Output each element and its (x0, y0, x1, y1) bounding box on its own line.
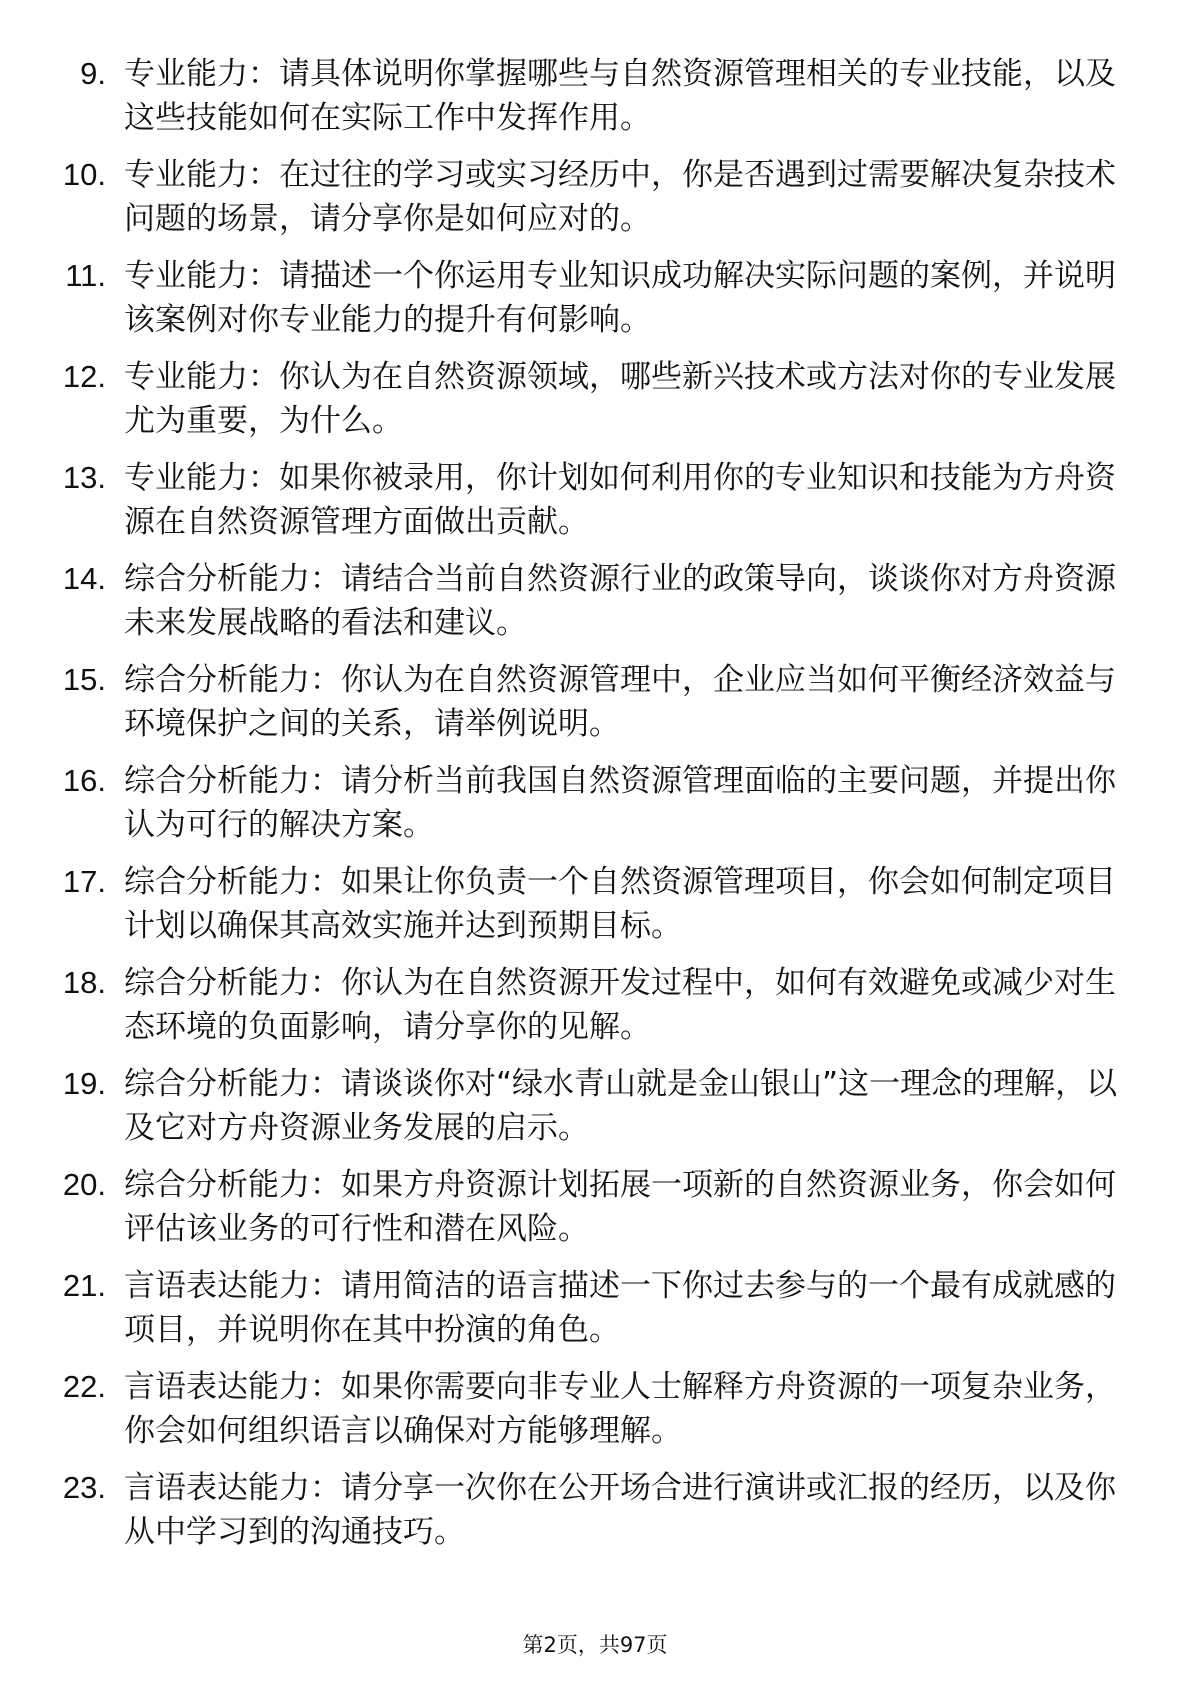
question-text: 综合分析能力：你认为在自然资源管理中，企业应当如何平衡经济效益与环境保护之间的关系，请举例说明。 (124, 662, 1116, 742)
question-item (54, 759, 1129, 860)
question-text: 专业能力：请具体说明你掌握哪些与自然资源管理相关的专业技能，以及这些技能如何在实际工作中发挥作用。 (124, 56, 1116, 136)
question-item (54, 1264, 1129, 1365)
question-number: 21. (62, 1268, 106, 1303)
question-number: 11. (65, 258, 106, 293)
question-number: 19. (62, 1066, 106, 1101)
question-number: 18. (62, 965, 106, 1000)
question-item (54, 658, 1129, 759)
question-item (54, 355, 1129, 456)
question-text: 言语表达能力：如果你需要向非专业人士解释方舟资源的一项复杂业务，你会如何组织语言以确保对方能够理解。 (124, 1369, 1116, 1449)
question-number: 15. (62, 662, 106, 697)
question-number: 22. (62, 1369, 106, 1404)
question-number: 23. (62, 1470, 106, 1505)
question-number: 10. (62, 157, 106, 192)
question-text: 综合分析能力：请结合当前自然资源行业的政策导向，谈谈你对方舟资源未来发展战略的看法和建议。 (124, 561, 1116, 641)
question-item (54, 1365, 1129, 1466)
page-number-label: 第2页，共97页 (522, 1633, 668, 1657)
question-number: 14. (62, 561, 106, 596)
question-number: 17. (62, 864, 106, 899)
question-text: 专业能力：请描述一个你运用专业知识成功解决实际问题的案例，并说明该案例对你专业能力的提升有何影响。 (124, 258, 1116, 338)
question-text: 专业能力：在过往的学习或实习经历中，你是否遇到过需要解决复杂技术问题的场景，请分享你是如何应对的。 (124, 157, 1116, 237)
question-text: 言语表达能力：请分享一次你在公开场合进行演讲或汇报的经历，以及你从中学习到的沟通技巧。 (124, 1470, 1116, 1550)
question-number: 13. (62, 460, 106, 495)
question-text: 综合分析能力：请分析当前我国自然资源管理面临的主要问题，并提出你认为可行的解决方案。 (124, 763, 1116, 843)
question-list (54, 52, 1129, 1567)
question-item (54, 153, 1129, 254)
question-item (54, 961, 1129, 1062)
question-text: 综合分析能力：请谈谈你对“绿水青山就是金山银山”这一理念的理解，以及它对方舟资源业务发展的启示。 (124, 1066, 1118, 1146)
question-text: 综合分析能力：你认为在自然资源开发过程中，如何有效避免或减少对生态环境的负面影响，请分享你的见解。 (124, 965, 1116, 1045)
question-text: 综合分析能力：如果让你负责一个自然资源管理项目，你会如何制定项目计划以确保其高效实施并达到预期目标。 (124, 864, 1116, 944)
question-item (54, 860, 1129, 961)
question-text: 专业能力：如果你被录用，你计划如何利用你的专业知识和技能为方舟资源在自然资源管理方面做出贡献。 (124, 460, 1116, 540)
question-number: 9. (80, 56, 106, 91)
question-item (54, 557, 1129, 658)
question-text: 综合分析能力：如果方舟资源计划拓展一项新的自然资源业务，你会如何评估该业务的可行性和潜在风险。 (124, 1167, 1116, 1247)
question-item (54, 1466, 1129, 1567)
question-item (54, 1163, 1129, 1264)
question-text: 言语表达能力：请用简洁的语言描述一下你过去参与的一个最有成就感的项目，并说明你在其中扮演的角色。 (124, 1268, 1116, 1348)
question-item (54, 1062, 1129, 1163)
question-text: 专业能力：你认为在自然资源领域，哪些新兴技术或方法对你的专业发展尤为重要，为什么。 (124, 359, 1116, 439)
question-item (54, 254, 1129, 355)
page-footer (0, 1631, 1190, 1659)
question-item (54, 52, 1129, 153)
question-number: 16. (62, 763, 106, 798)
question-number: 20. (62, 1167, 106, 1202)
question-item (54, 456, 1129, 557)
question-number: 12. (62, 359, 106, 394)
